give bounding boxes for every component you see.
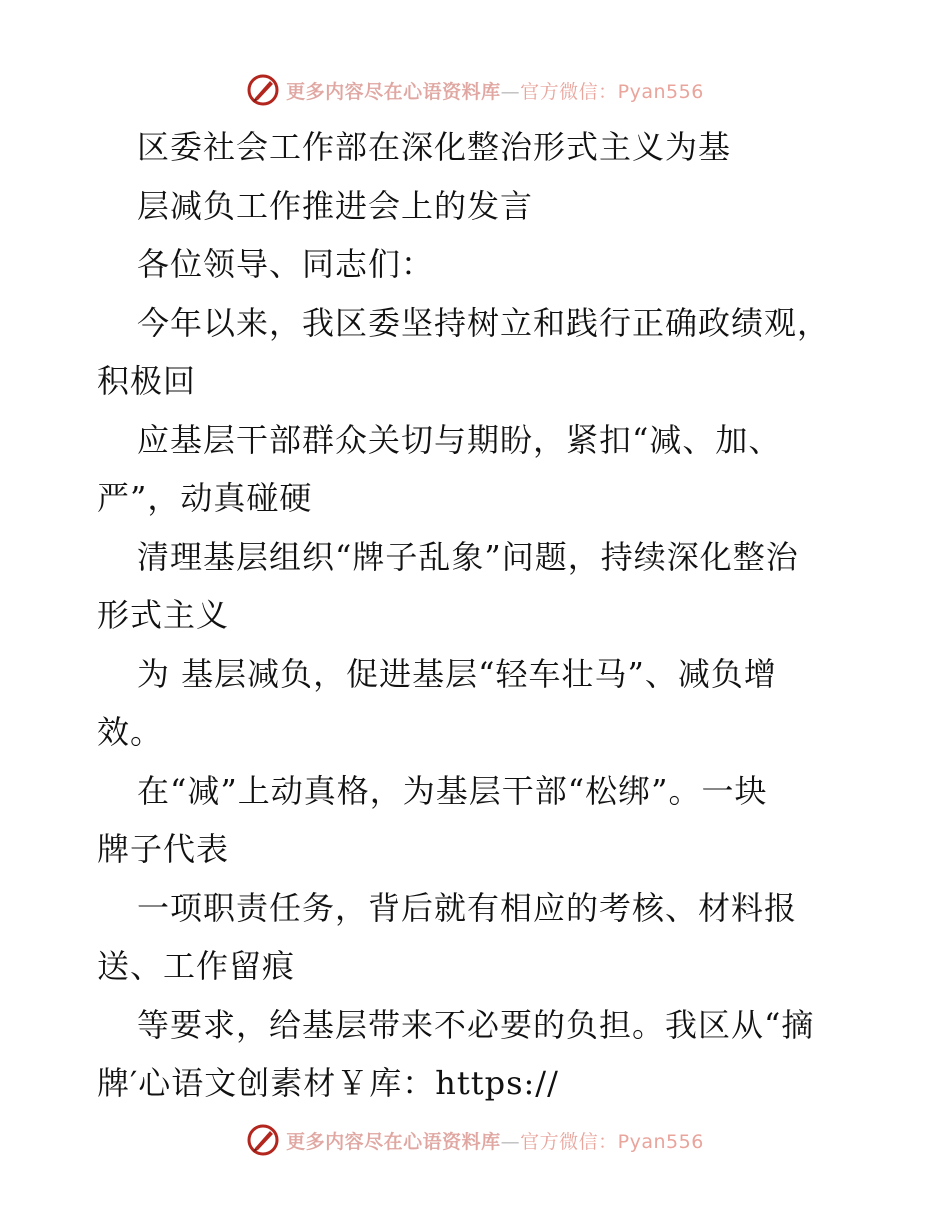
document-line: 牌′心语文创素材￥库：https:// <box>97 1064 559 1102</box>
document-line: 区委社会工作部在深化整治形式主义为基 <box>137 128 732 166</box>
watermark-banner-bottom <box>0 1120 950 1160</box>
document-line: 等要求，给基层带来不必要的负担。我区从“摘 <box>137 1005 815 1044</box>
document-line: 牌子代表 <box>97 830 230 868</box>
watermark-brand-text: 更多内容尽在心语资料库 <box>286 1130 501 1153</box>
document-line: 在“减”上动真格，为基层干部“松绑”。一块 <box>137 771 768 810</box>
document-line: 为 基层减负，促进基层“轻车壮马”、减负增 <box>137 654 777 693</box>
document-line: 积极回 <box>97 362 197 400</box>
document-line: 层减负工作推进会上的发言 <box>137 186 534 225</box>
document-line: 今年以来，我区委坚持树立和践行正确政绩观， <box>137 303 831 342</box>
watermark-wechat-text: 官方微信：Pyan556 <box>520 1130 704 1153</box>
watermark-separator: — <box>500 1130 521 1153</box>
document-line: 各位领导、同志们： <box>137 245 435 283</box>
document-line: 形式主义 <box>97 596 230 634</box>
watermark-wechat-text: 官方微信：Pyan556 <box>520 80 704 103</box>
watermark-brand-text: 更多内容尽在心语资料库 <box>286 80 501 103</box>
watermark-text <box>286 1127 704 1154</box>
watermark-separator: — <box>500 80 521 103</box>
watermark-text <box>286 77 704 104</box>
document-body <box>97 118 857 1113</box>
quill-pen-logo-icon <box>246 73 280 107</box>
document-line: 送、工作留痕 <box>97 947 296 985</box>
document-line: 应基层干部群众关切与期盼，紧扣“减、加、 <box>137 420 782 459</box>
document-line: 效。 <box>97 713 164 751</box>
document-line: 一项职责任务，背后就有相应的考核、材料报 <box>137 888 798 927</box>
watermark-banner-top <box>0 70 950 110</box>
quill-pen-logo-icon <box>246 1123 280 1157</box>
document-line: 清理基层组织“牌子乱象”问题，持续深化整治 <box>137 537 799 576</box>
document-line: 严”，动真碰硬 <box>97 479 313 517</box>
